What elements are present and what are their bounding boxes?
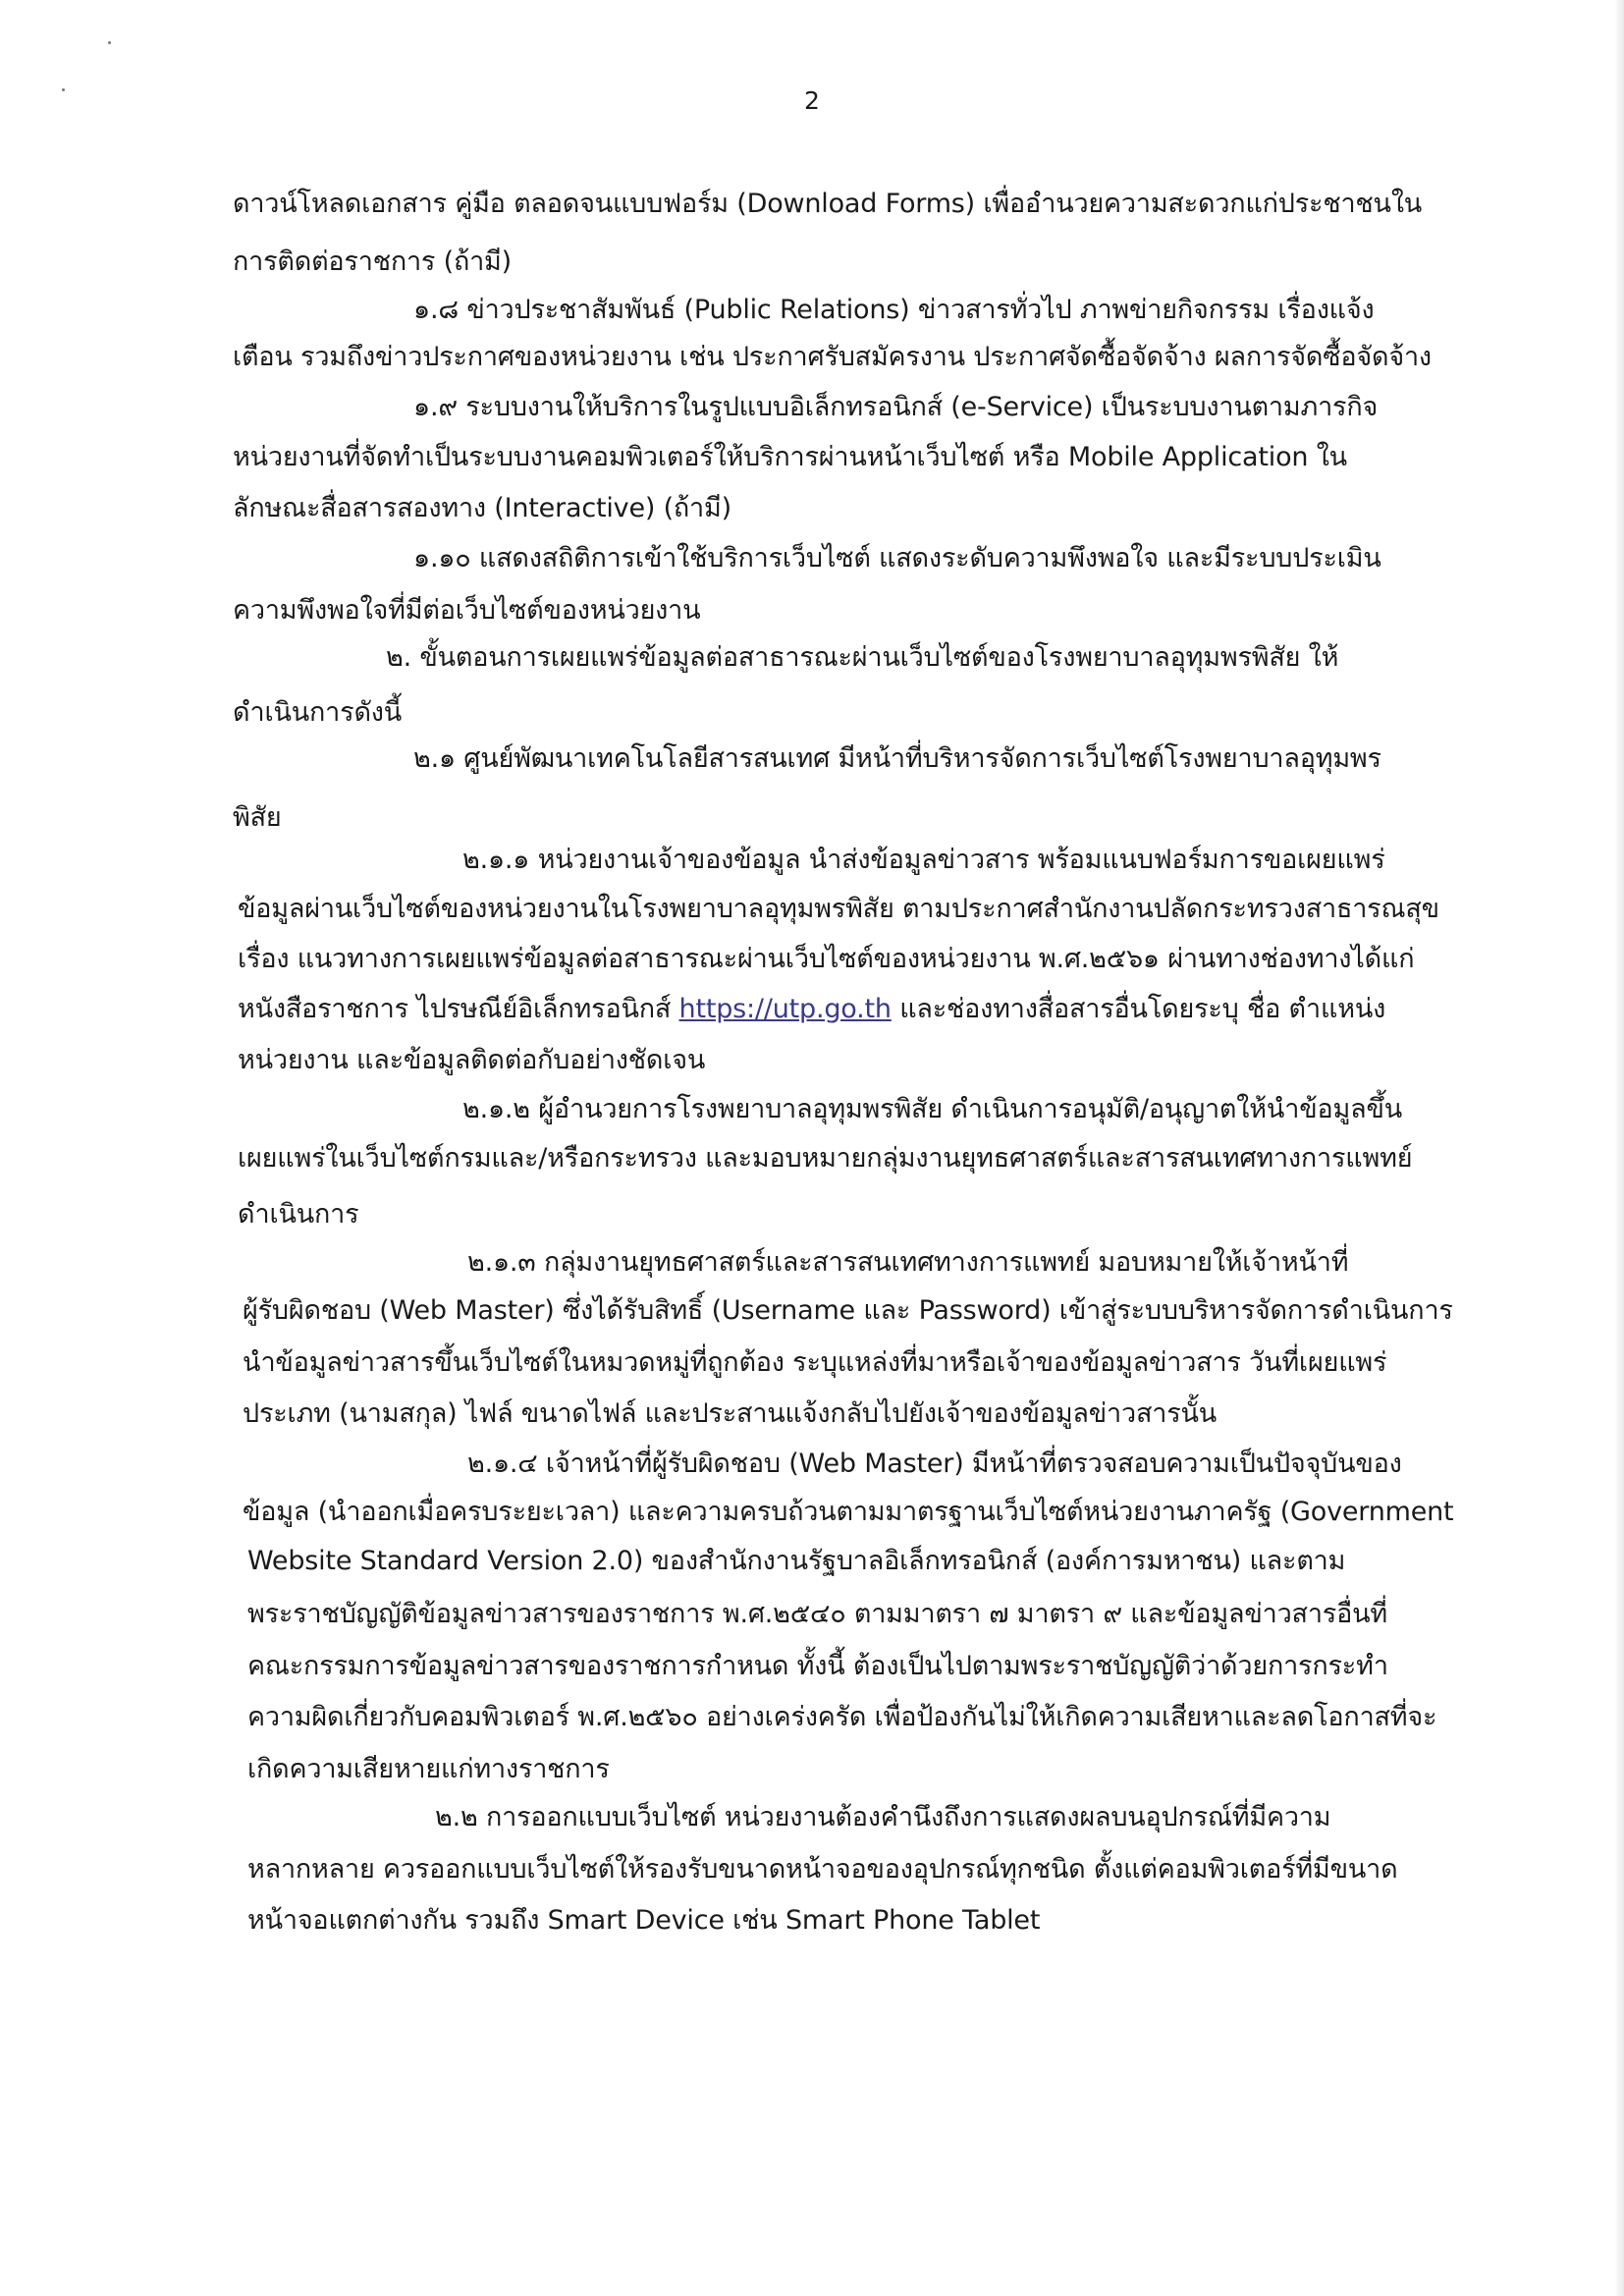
list-item-1-8-heading: ๑.๘ ข่าวประชาสัมพันธ์ (Public Relations) ข่าวสารทั่วไป ภาพข่ายกิจกรรม เรื่องแจ้ง: [413, 295, 1375, 325]
body-line: ดำเนินการดังนี้: [233, 697, 403, 728]
section-2-2-heading: ๒.๒ การออกแบบเว็บไซต์ หน่วยงานต้องคำนึงถึงการแสดงผลบนอุปกรณ์ที่มีความ: [435, 1802, 1331, 1832]
body-line: เกิดความเสียหายแก่ทางราชการ: [247, 1754, 610, 1784]
body-line: เตือน รวมถึงข่าวประกาศของหน่วยงาน เช่น ประกาศรับสมัครงาน ประกาศจัดซื้อจัดจ้าง ผลการจัดซื้อจัดจ้าง: [233, 342, 1432, 372]
body-line: เรื่อง แนวทางการเผยแพร่ข้อมูลต่อสาธารณะผ่านเว็บไซต์ของหน่วยงาน พ.ศ.๒๕๖๑ ผ่านทางช่องทางได้แก่: [238, 944, 1415, 974]
body-line: ดาวน์โหลดเอกสาร คู่มือ ตลอดจนแบบฟอร์ม (Download Forms) เพื่ออำนวยความสะดวกแก่ประชาชนใน: [233, 189, 1423, 219]
scan-edge-shadow: [1614, 0, 1624, 2296]
body-line: พิสัย: [233, 802, 282, 833]
page-number: 2: [804, 86, 820, 115]
scan-speck: [108, 41, 111, 44]
website-link[interactable]: https://utp.go.th: [678, 994, 892, 1024]
body-line: หน้าจอแตกต่างกัน รวมถึง Smart Device เช่น Smart Phone Tablet: [247, 1905, 1041, 1936]
body-line: ผู้รับผิดชอบ (Web Master) ซึ่งได้รับสิทธิ์ (Username และ Password) เข้าสู่ระบบบริหารจัดการดำเนินการ: [243, 1295, 1453, 1326]
body-line: ความพึงพอใจที่มีต่อเว็บไซต์ของหน่วยงาน: [233, 595, 701, 626]
section-2-1-1-heading: ๒.๑.๑ หน่วยงานเจ้าของข้อมูล นำส่งข้อมูลข่าวสาร พร้อมแนบฟอร์มการขอเผยแพร่: [462, 845, 1385, 875]
body-line: ประเภท (นามสกุล) ไฟล์ ขนาดไฟล์ และประสานแจ้งกลับไปยังเจ้าของข้อมูลข่าวสารนั้น: [243, 1398, 1218, 1429]
section-2-1-4-heading: ๒.๑.๔ เจ้าหน้าที่ผู้รับผิดชอบ (Web Master) มีหน้าที่ตรวจสอบความเป็นปัจจุบันของ: [467, 1449, 1402, 1479]
body-line: คณะกรรมการข้อมูลข่าวสารของราชการกำหนด ทั้งนี้ ต้องเป็นไปตามพระราชบัญญัติว่าด้วยการกระทำ: [247, 1651, 1388, 1681]
body-line-with-link: [238, 992, 1385, 1027]
section-2-1-3-heading: ๒.๑.๓ กลุ่มงานยุทธศาสตร์และสารสนเทศทางการแพทย์ มอบหมายให้เจ้าหน้าที่: [467, 1247, 1349, 1278]
body-line: ความผิดเกี่ยวกับคอมพิวเตอร์ พ.ศ.๒๕๖๐ อย่างเคร่งครัด เพื่อป้องกันไม่ให้เกิดความเสียหาและลดโอกาสที่จะ: [247, 1702, 1437, 1732]
body-line: หลากหลาย ควรออกแบบเว็บไซต์ให้รองรับขนาดหน้าจอของอุปกรณ์ทุกชนิด ตั้งแต่คอมพิวเตอร์ที่มีขนาด: [247, 1854, 1398, 1885]
body-line: ข้อมูลผ่านเว็บไซต์ของหน่วยงานในโรงพยาบาลอุทุมพรพิสัย ตามประกาศสำนักงานปลัดกระทรวงสาธารณสุข: [238, 894, 1439, 924]
list-item-1-10-heading: ๑.๑๐ แสดงสถิติการเข้าใช้บริการเว็บไซต์ แสดงระดับความพึงพอใจ และมีระบบประเมิน: [413, 543, 1381, 574]
body-line: ข้อมูล (นำออกเมื่อครบระยะเวลา) และความครบถ้วนตามมาตรฐานเว็บไซต์หน่วยงานภาครัฐ (Government: [243, 1497, 1454, 1527]
body-line: การติดต่อราชการ (ถ้ามี): [233, 246, 512, 277]
body-line: พระราชบัญญัติข้อมูลข่าวสารของราชการ พ.ศ.๒๕๔๐ ตามมาตรา ๗ มาตรา ๙ และข้อมูลข่าวสารอื่นที่: [247, 1599, 1387, 1629]
body-line: หน่วยงาน และข้อมูลติดต่อกับอย่างชัดเจน: [238, 1045, 706, 1075]
body-line: เผยแพร่ในเว็บไซต์กรมและ/หรือกระทรวง และมอบหมายกลุ่มงานยุทธศาสตร์และสารสนเทศทางการแพทย์: [238, 1143, 1413, 1174]
body-line: ลักษณะสื่อสารสองทาง (Interactive) (ถ้ามี): [233, 493, 731, 523]
section-2-1-2-heading: ๒.๑.๒ ผู้อำนวยการโรงพยาบาลอุทุมพรพิสัย ดำเนินการอนุมัติ/อนุญาตให้นำข้อมูลขึ้น: [462, 1094, 1402, 1124]
list-item-1-9-heading: ๑.๙ ระบบงานให้บริการในรูปแบบอิเล็กทรอนิกส์ (e-Service) เป็นระบบงานตามภารกิจ: [413, 392, 1379, 422]
body-line: นำข้อมูลข่าวสารขึ้นเว็บไซต์ในหมวดหมู่ที่ถูกต้อง ระบุแหล่งที่มาหรือเจ้าของข้อมูลข่าวสาร วันที่เผยแพร่: [243, 1347, 1387, 1378]
body-line: Website Standard Version 2.0) ของสำนักงานรัฐบาลอิเล็กทรอนิกส์ (องค์การมหาชน) และตาม: [247, 1546, 1346, 1576]
body-line: หน่วยงานที่จัดทำเป็นระบบงานคอมพิวเตอร์ให้บริการผ่านหน้าเว็บไซต์ หรือ Mobile Application ใน: [233, 442, 1347, 472]
section-2-heading: ๒. ขั้นตอนการเผยแพร่ข้อมูลต่อสาธารณะผ่านเว็บไซต์ของโรงพยาบาลอุทุมพรพิสัย ให้: [386, 642, 1339, 673]
body-text: หนังสือราชการ ไปรษณีย์อิเล็กทรอนิกส์: [238, 994, 672, 1024]
body-line: ดำเนินการ: [238, 1199, 359, 1230]
body-text: และช่องทางสื่อสารอื่นโดยระบุ ชื่อ ตำแหน่ง: [899, 994, 1386, 1024]
section-2-1-heading: ๒.๑ ศูนย์พัฒนาเทคโนโลยีสารสนเทศ มีหน้าที่บริหารจัดการเว็บไซต์โรงพยาบาลอุทุมพร: [413, 743, 1381, 774]
